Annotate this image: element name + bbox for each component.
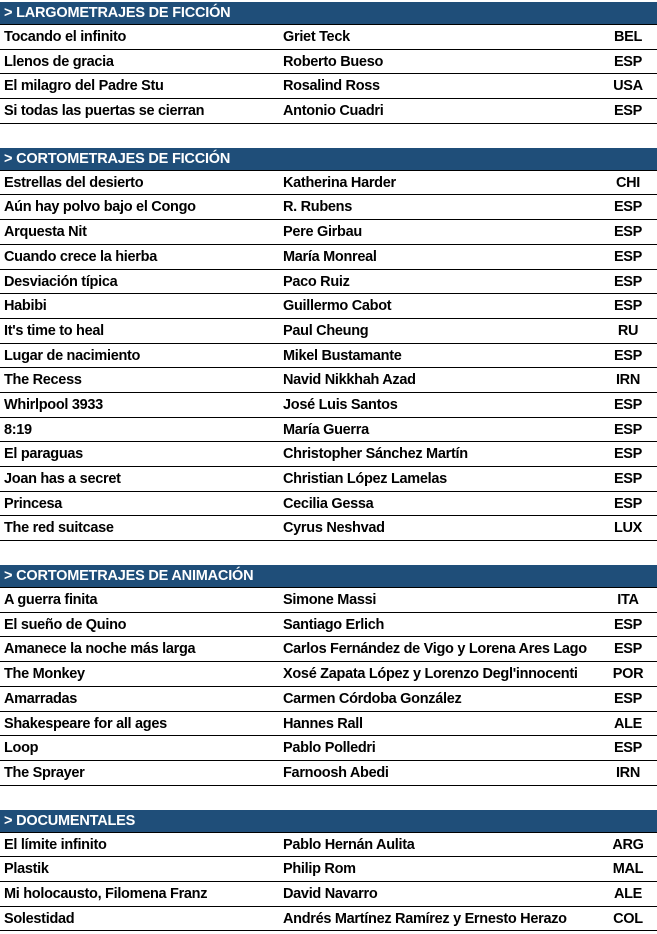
- country: ESP: [613, 248, 643, 265]
- country: USA: [613, 78, 643, 95]
- country: ESP: [613, 396, 643, 413]
- film-title: Amanece la noche más larga: [4, 641, 196, 658]
- table-row: [0, 25, 657, 50]
- table-row: [0, 368, 657, 393]
- country: LUX: [613, 520, 643, 537]
- table-row: [0, 907, 657, 932]
- table-row: [0, 492, 657, 517]
- director: Guillermo Cabot: [283, 298, 392, 315]
- film-title: El sueño de Quino: [4, 616, 127, 633]
- category-section: [0, 148, 657, 541]
- table-row: [0, 220, 657, 245]
- category-section: [0, 2, 657, 124]
- director: Griet Teck: [283, 29, 350, 45]
- film-title: Lugar de nacimiento: [4, 347, 141, 364]
- film-title: Desviación típica: [4, 273, 118, 290]
- country: ESP: [613, 740, 643, 757]
- country: BEL: [613, 29, 643, 45]
- country: COL: [613, 910, 643, 927]
- table-row: [0, 467, 657, 492]
- category-header: > CORTOMETRAJES DE ANIMACIÓN: [0, 565, 657, 588]
- country: ALE: [613, 715, 643, 732]
- table-row: [0, 613, 657, 638]
- country: ESP: [613, 641, 643, 658]
- country: ESP: [613, 53, 643, 70]
- director: Andrés Martínez Ramírez y Ernesto Herazo: [283, 910, 567, 927]
- table-row: [0, 319, 657, 344]
- director: Cecilia Gessa: [283, 495, 374, 512]
- table-row: [0, 637, 657, 662]
- table-row: [0, 588, 657, 613]
- director: Antonio Cuadri: [283, 103, 384, 120]
- film-title: Habibi: [4, 298, 47, 315]
- film-title: El milagro del Padre Stu: [4, 78, 164, 95]
- country: CHI: [615, 174, 641, 191]
- director: Cyrus Neshvad: [283, 520, 385, 537]
- film-title: Llenos de gracia: [4, 53, 114, 70]
- director: Rosalind Ross: [283, 78, 380, 95]
- category-header: > DOCUMENTALES: [0, 810, 657, 833]
- film-title: El límite infinito: [4, 836, 107, 853]
- category-section: [0, 810, 657, 932]
- table-row: [0, 344, 657, 369]
- director: Christopher Sánchez Martín: [283, 446, 468, 463]
- film-title: Cuando crece la hierba: [4, 248, 157, 265]
- table-row: [0, 736, 657, 761]
- table-row: [0, 294, 657, 319]
- film-title: Amarradas: [4, 690, 78, 707]
- country: ESP: [613, 446, 643, 463]
- table-row: [0, 442, 657, 467]
- film-title: El paraguas: [4, 446, 83, 463]
- table-row: [0, 99, 657, 124]
- director: José Luis Santos: [283, 396, 398, 413]
- category-section: [0, 565, 657, 786]
- country: ESP: [613, 471, 643, 487]
- film-title: Mi holocausto, Filomena Franz: [4, 885, 208, 902]
- film-title: Loop: [4, 740, 39, 757]
- category-header: > CORTOMETRAJES DE FICCIÓN: [0, 148, 657, 171]
- film-title: The Sprayer: [4, 764, 85, 781]
- film-title: The Recess: [4, 372, 82, 389]
- country: ALE: [613, 885, 643, 902]
- country: ESP: [613, 273, 643, 290]
- table-row: [0, 418, 657, 443]
- director: R. Rubens: [283, 199, 353, 216]
- film-title: Tocando el infinito: [4, 29, 127, 45]
- film-title: It's time to heal: [4, 322, 104, 339]
- country: RU: [617, 322, 639, 339]
- director: Pablo Polledri: [283, 740, 376, 757]
- country: ESP: [613, 199, 643, 216]
- film-title: The red suitcase: [4, 520, 114, 537]
- film-title: Joan has a secret: [4, 471, 121, 487]
- table-row: [0, 662, 657, 687]
- country: ESP: [613, 347, 643, 364]
- country: ESP: [613, 495, 643, 512]
- film-title: Estrellas del desierto: [4, 174, 144, 191]
- film-title: Si todas las puertas se cierran: [4, 103, 205, 120]
- table-row: [0, 882, 657, 907]
- table-row: [0, 245, 657, 270]
- director: Navid Nikkhah Azad: [283, 372, 416, 389]
- table-row: [0, 171, 657, 196]
- director: David Navarro: [283, 885, 378, 902]
- country: IRN: [615, 372, 641, 389]
- film-title: Aún hay polvo bajo el Congo: [4, 199, 196, 216]
- table-row: [0, 270, 657, 295]
- director: Farnoosh Abedi: [283, 764, 389, 781]
- director: Katherina Harder: [283, 174, 396, 191]
- country: ARG: [612, 836, 644, 853]
- director: Carmen Córdoba González: [283, 690, 462, 707]
- country: ITA: [617, 592, 639, 609]
- film-title: Solestidad: [4, 910, 75, 927]
- country: IRN: [615, 764, 641, 781]
- film-title: Whirlpool 3933: [4, 396, 103, 413]
- country: MAL: [612, 861, 644, 878]
- director: Simone Massi: [283, 592, 377, 609]
- director: Philip Rom: [283, 861, 356, 878]
- table-row: [0, 74, 657, 99]
- country: ESP: [613, 224, 643, 241]
- country: ESP: [613, 103, 643, 120]
- country: ESP: [613, 616, 643, 633]
- category-header: > LARGOMETRAJES DE FICCIÓN: [0, 2, 657, 25]
- country: ESP: [613, 421, 643, 438]
- film-title: 8:19: [4, 421, 32, 438]
- director: Paul Cheung: [283, 322, 369, 339]
- director: María Monreal: [283, 248, 377, 265]
- film-title: The Monkey: [4, 666, 85, 683]
- country: ESP: [613, 690, 643, 707]
- director: María Guerra: [283, 421, 369, 438]
- film-title: Arquesta Nit: [4, 224, 87, 241]
- director: Paco Ruiz: [283, 273, 350, 290]
- director: Xosé Zapata López y Lorenzo Degl'innocenti: [283, 666, 578, 683]
- director: Santiago Erlich: [283, 616, 385, 633]
- table-row: [0, 833, 657, 858]
- director: Mikel Bustamante: [283, 347, 402, 364]
- table-row: [0, 761, 657, 786]
- director: Pablo Hernán Aulita: [283, 836, 415, 853]
- table-row: [0, 50, 657, 75]
- director: Roberto Bueso: [283, 53, 384, 70]
- country: POR: [612, 666, 644, 683]
- director: Carlos Fernández de Vigo y Lorena Ares Lago: [283, 641, 587, 658]
- table-row: [0, 712, 657, 737]
- table-row: [0, 393, 657, 418]
- country: ESP: [613, 298, 643, 315]
- director: Christian López Lamelas: [283, 471, 447, 487]
- film-title: Plastik: [4, 861, 49, 878]
- film-title: Shakespeare for all ages: [4, 715, 167, 732]
- table-row: [0, 516, 657, 541]
- film-title: A guerra finita: [4, 592, 98, 609]
- film-title: Princesa: [4, 495, 63, 512]
- director: Pere Girbau: [283, 224, 362, 241]
- table-row: [0, 857, 657, 882]
- table-row: [0, 687, 657, 712]
- director: Hannes Rall: [283, 715, 363, 732]
- table-row: [0, 195, 657, 220]
